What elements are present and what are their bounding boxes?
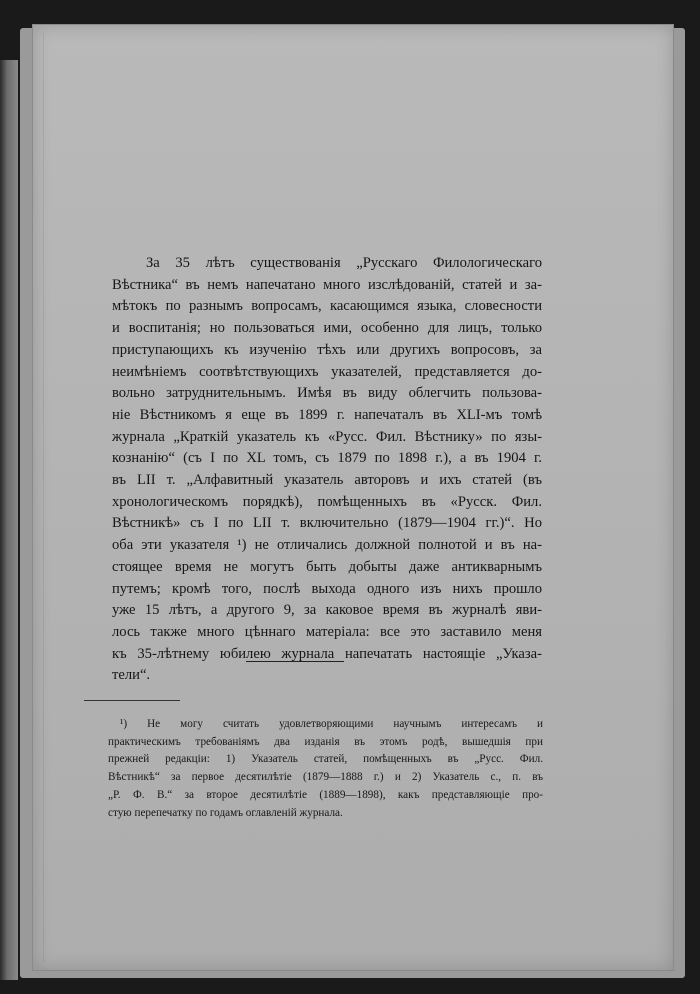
text-line: къ 35-лѣтнему юбилею журнала напечатать настоящіе „Указа- (112, 645, 542, 662)
main-paragraph (112, 253, 542, 687)
adjacent-page-edge (0, 60, 18, 980)
text-line: путемъ; кромѣ того, послѣ выхода одного изъ нихъ прошло (112, 580, 542, 597)
text-line: оба эти указателя ¹) не отличались должной полнотой и въ на- (112, 537, 542, 554)
text-line: мѣтокъ по разнымъ вопросамъ, касающимся языка, словесности (112, 298, 542, 315)
footnote-separator (84, 700, 180, 701)
text-line: Вѣстника“ въ немъ напечатано много изслѣдованій, статей и за- (112, 276, 542, 293)
text-line: неимѣніемъ соотвѣтствующихъ указателей, представляется до- (112, 363, 542, 380)
text-line: лось также много цѣннаго матеріала: все это заставило меня (112, 623, 542, 640)
text-line: ніе Вѣстникомъ я еще въ 1899 г. напечаталъ въ XLI-мъ томѣ (112, 406, 542, 423)
text-line: За 35 лѣтъ существованія „Русскаго Филологическаго (146, 255, 542, 271)
footnote-line: стую перепечатку по годамъ оглавленій журнала. (108, 806, 343, 819)
text-line: вольно затруднительнымъ. Имѣя въ виду облегчить пользова- (112, 385, 542, 402)
text-line: приступающихъ къ изученію тѣхъ или другихъ вопросовъ, за (112, 341, 542, 358)
text-line: журнала „Краткій указатель къ «Русс. Фил. Вѣстнику» по язы- (112, 428, 542, 445)
text-line: уже 15 лѣтъ, а другого 9, за каковое время въ журналѣ яви- (112, 602, 542, 619)
footnote-line: Вѣстникѣ“ за первое десятилѣтіе (1879—1888 г.) и 2) Указатель с., п. въ (108, 771, 543, 784)
text-line: тели“. (112, 667, 151, 684)
text-line: хронологическомъ порядкѣ), помѣщенныхъ въ «Русск. Фил. (112, 493, 542, 510)
text-line: Вѣстникѣ» съ I по LII т. включительно (1879—1904 гг.)“. Но (112, 515, 542, 532)
text-line: стоящее время не могутъ быть добыты даже антикварнымъ (112, 558, 542, 575)
footnote-line: ¹) Не могу считать удовлетворяющими научнымъ интересамъ и (120, 718, 543, 730)
text-line: въ LII т. „Алфавитный указатель авторовъ и ихъ статей (въ (112, 472, 542, 489)
footnote-line: „Р. Ф. В.“ за второе десятилѣтіе (1889—1898), какъ представляющіе про- (108, 788, 543, 801)
text-line: кознанію“ (съ I по XL томъ, съ 1879 по 1898 г.), а въ 1904 г. (112, 450, 542, 467)
footnote (108, 716, 543, 822)
footnote-line: практическимъ требованіямъ два изданія въ этомъ родѣ, вышедшія при (108, 735, 543, 748)
footnote-line: прежней редакціи: 1) Указатель статей, помѣщенныхъ въ „Русс. Фил. (108, 753, 543, 766)
text-line: и воспитанія; но пользоваться ими, особенно для лицъ, только (112, 320, 542, 337)
section-divider (246, 661, 344, 662)
